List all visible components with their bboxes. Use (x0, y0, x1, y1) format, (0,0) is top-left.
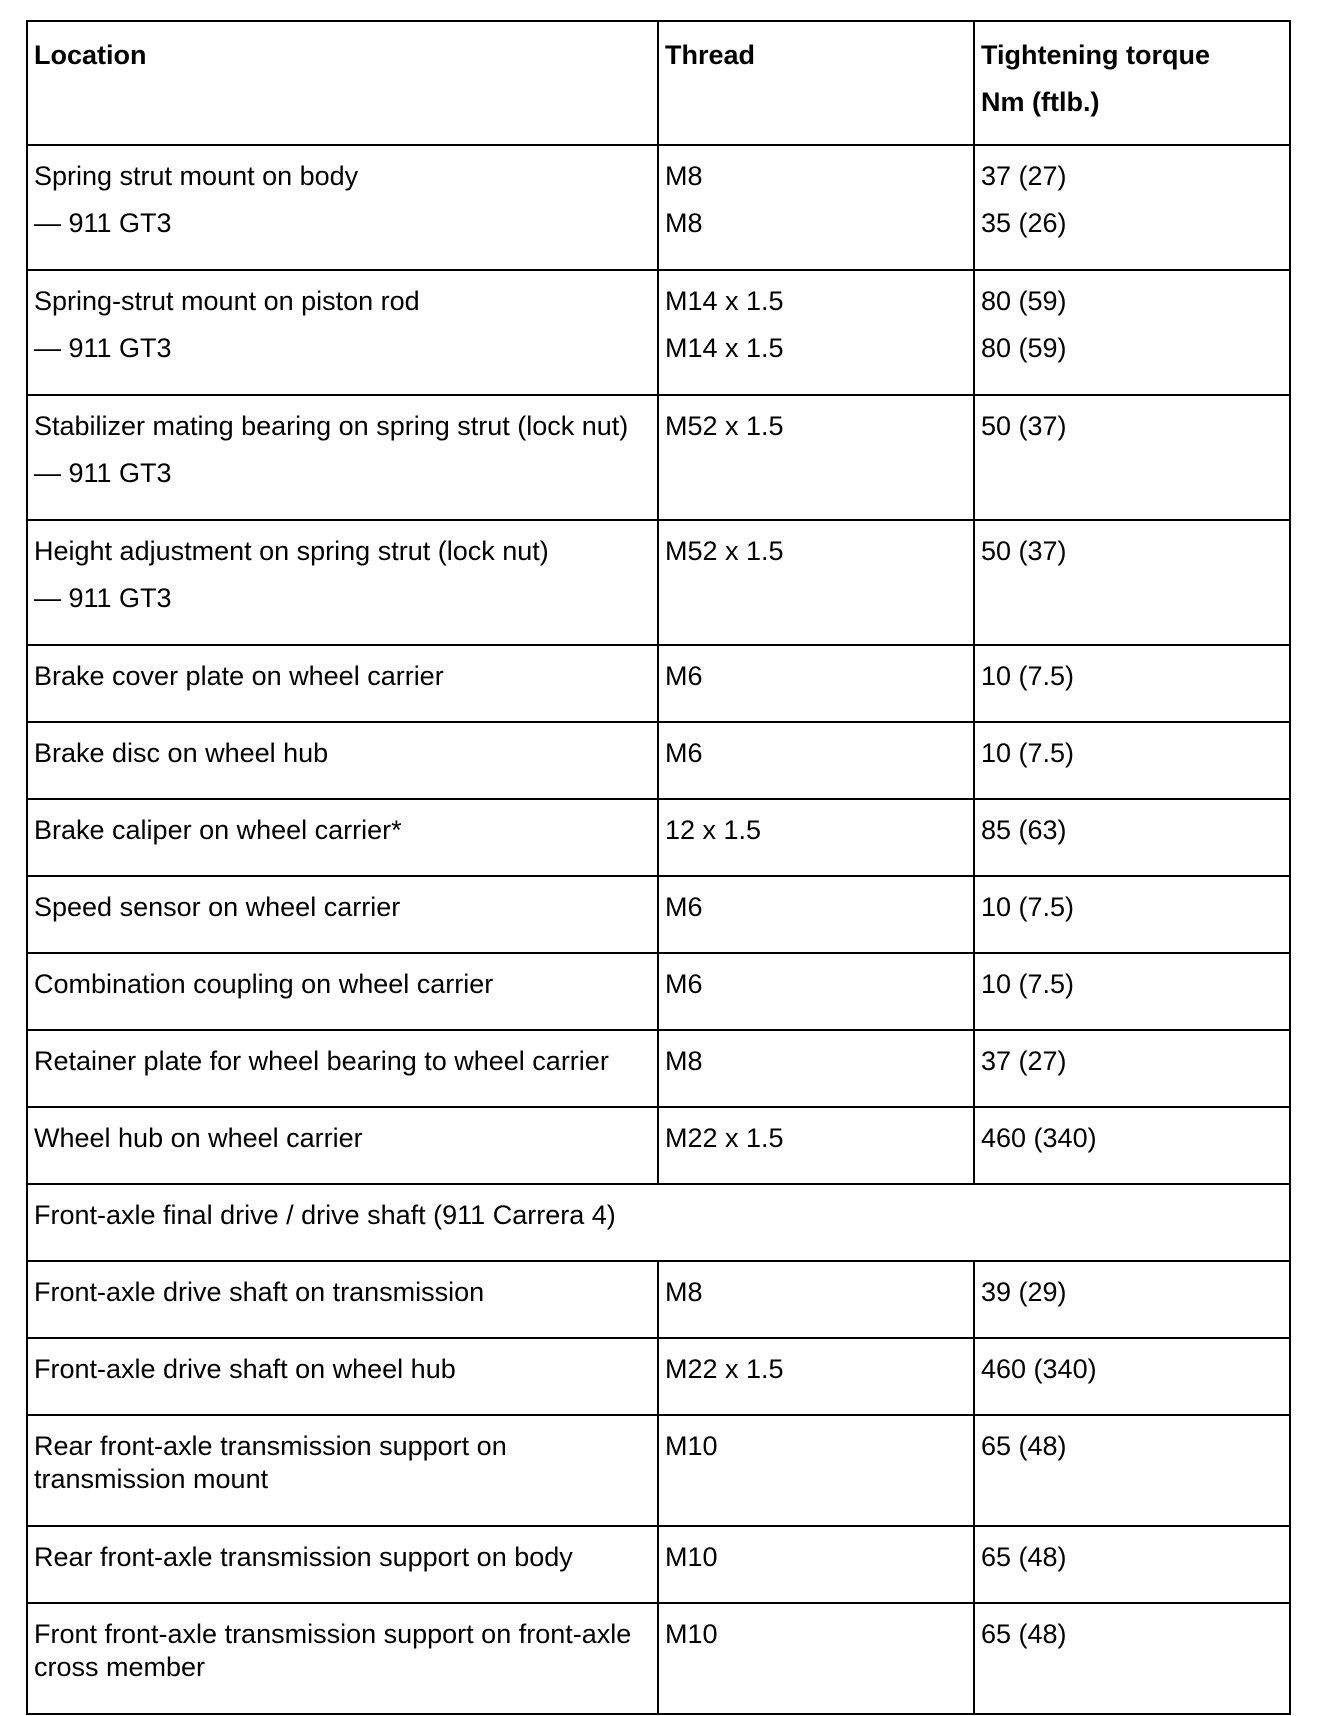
cell-location (27, 1415, 658, 1526)
thread-text: M52 x 1.5 (665, 411, 784, 441)
table-row (27, 1261, 1290, 1338)
torque-text: 80 (59) (981, 286, 1067, 316)
location-text: Spring strut mount on body (34, 161, 359, 191)
cell-location (27, 1603, 658, 1714)
location-text: Rear front-axle transmission support on transmission mount (34, 1431, 507, 1494)
table-row (27, 1603, 1290, 1714)
cell-thread (658, 270, 974, 395)
header-torque-title: Tightening torque (981, 40, 1210, 70)
cell-location: Retainer plate for wheel bearing to wheel carrier (27, 1030, 658, 1107)
section-row (27, 1184, 1290, 1261)
table-row (27, 1107, 1290, 1184)
torque-spec-table (26, 20, 1291, 1715)
torque-text: 50 (37) (981, 536, 1067, 566)
thread-text: M52 x 1.5 (665, 536, 784, 566)
cell-location (27, 395, 658, 520)
location-variant: — 911 GT3 (34, 208, 172, 238)
torque-variant: 35 (26) (981, 208, 1067, 238)
table-row (27, 953, 1290, 1030)
cell-location: Front-axle drive shaft on transmission (27, 1261, 658, 1338)
cell-thread: M6 (658, 876, 974, 953)
cell-torque: 10 (7.5) (974, 953, 1290, 1030)
thread-text: M14 x 1.5 (665, 286, 784, 316)
table-row (27, 1415, 1290, 1526)
cell-torque: 39 (29) (974, 1261, 1290, 1338)
cell-torque: 85 (63) (974, 799, 1290, 876)
cell-thread: 12 x 1.5 (658, 799, 974, 876)
cell-thread: M22 x 1.5 (658, 1107, 974, 1184)
cell-location: Rear front-axle transmission support on body (27, 1526, 658, 1603)
cell-location: Front-axle drive shaft on wheel hub (27, 1338, 658, 1415)
cell-thread: M8 (658, 1030, 974, 1107)
header-location: Location (27, 21, 658, 145)
cell-torque (974, 145, 1290, 270)
cell-thread: M10 (658, 1415, 974, 1526)
table-row (27, 876, 1290, 953)
cell-torque: 10 (7.5) (974, 722, 1290, 799)
cell-thread: M10 (658, 1526, 974, 1603)
cell-torque: 460 (340) (974, 1107, 1290, 1184)
thread-variant: M14 x 1.5 (665, 333, 784, 363)
cell-torque: 460 (340) (974, 1338, 1290, 1415)
cell-location (27, 270, 658, 395)
location-variant: — 911 GT3 (34, 458, 172, 488)
table-row (27, 520, 1290, 645)
table-row (27, 270, 1290, 395)
table-row (27, 395, 1290, 520)
cell-thread (658, 145, 974, 270)
location-text: Height adjustment on spring strut (lock nut) (34, 536, 549, 566)
cell-torque: 10 (7.5) (974, 876, 1290, 953)
cell-thread: M10 (658, 1603, 974, 1714)
table-row (27, 799, 1290, 876)
location-text: Spring-strut mount on piston rod (34, 286, 420, 316)
cell-torque: 37 (27) (974, 1030, 1290, 1107)
torque-text: 50 (37) (981, 411, 1067, 441)
location-variant: — 911 GT3 (34, 333, 172, 363)
thread-text: M8 (665, 161, 703, 191)
table-row (27, 145, 1290, 270)
header-thread: Thread (658, 21, 974, 145)
cell-location: Wheel hub on wheel carrier (27, 1107, 658, 1184)
cell-location: Brake caliper on wheel carrier* (27, 799, 658, 876)
location-text: Front front-axle transmission support on front-axle cross member (34, 1619, 632, 1682)
torque-text: 37 (27) (981, 161, 1067, 191)
table-header-row (27, 21, 1290, 145)
cell-torque: 65 (48) (974, 1415, 1290, 1526)
cell-torque: 10 (7.5) (974, 645, 1290, 722)
cell-location: Brake cover plate on wheel carrier (27, 645, 658, 722)
cell-location (27, 520, 658, 645)
table-row (27, 645, 1290, 722)
location-variant: — 911 GT3 (34, 583, 172, 613)
section-heading: Front-axle final drive / drive shaft (911 Carrera 4) (27, 1184, 1290, 1261)
table-row (27, 1526, 1290, 1603)
cell-torque (974, 270, 1290, 395)
location-text: Stabilizer mating bearing on spring strut (lock nut) (34, 411, 629, 441)
cell-thread: M6 (658, 645, 974, 722)
table-row (27, 722, 1290, 799)
cell-torque (974, 395, 1290, 520)
cell-torque: 65 (48) (974, 1526, 1290, 1603)
header-torque-unit: Nm (ftlb.) (981, 87, 1100, 117)
cell-location: Brake disc on wheel hub (27, 722, 658, 799)
cell-thread: M22 x 1.5 (658, 1338, 974, 1415)
cell-thread: M6 (658, 722, 974, 799)
cell-torque (974, 520, 1290, 645)
table-row (27, 1338, 1290, 1415)
thread-variant: M8 (665, 208, 703, 238)
cell-thread: M8 (658, 1261, 974, 1338)
cell-location: Speed sensor on wheel carrier (27, 876, 658, 953)
cell-thread (658, 395, 974, 520)
cell-thread (658, 520, 974, 645)
cell-location (27, 145, 658, 270)
table-row (27, 1030, 1290, 1107)
cell-torque: 65 (48) (974, 1603, 1290, 1714)
torque-variant: 80 (59) (981, 333, 1067, 363)
header-tightening-torque (974, 21, 1290, 145)
cell-thread: M6 (658, 953, 974, 1030)
cell-location: Combination coupling on wheel carrier (27, 953, 658, 1030)
